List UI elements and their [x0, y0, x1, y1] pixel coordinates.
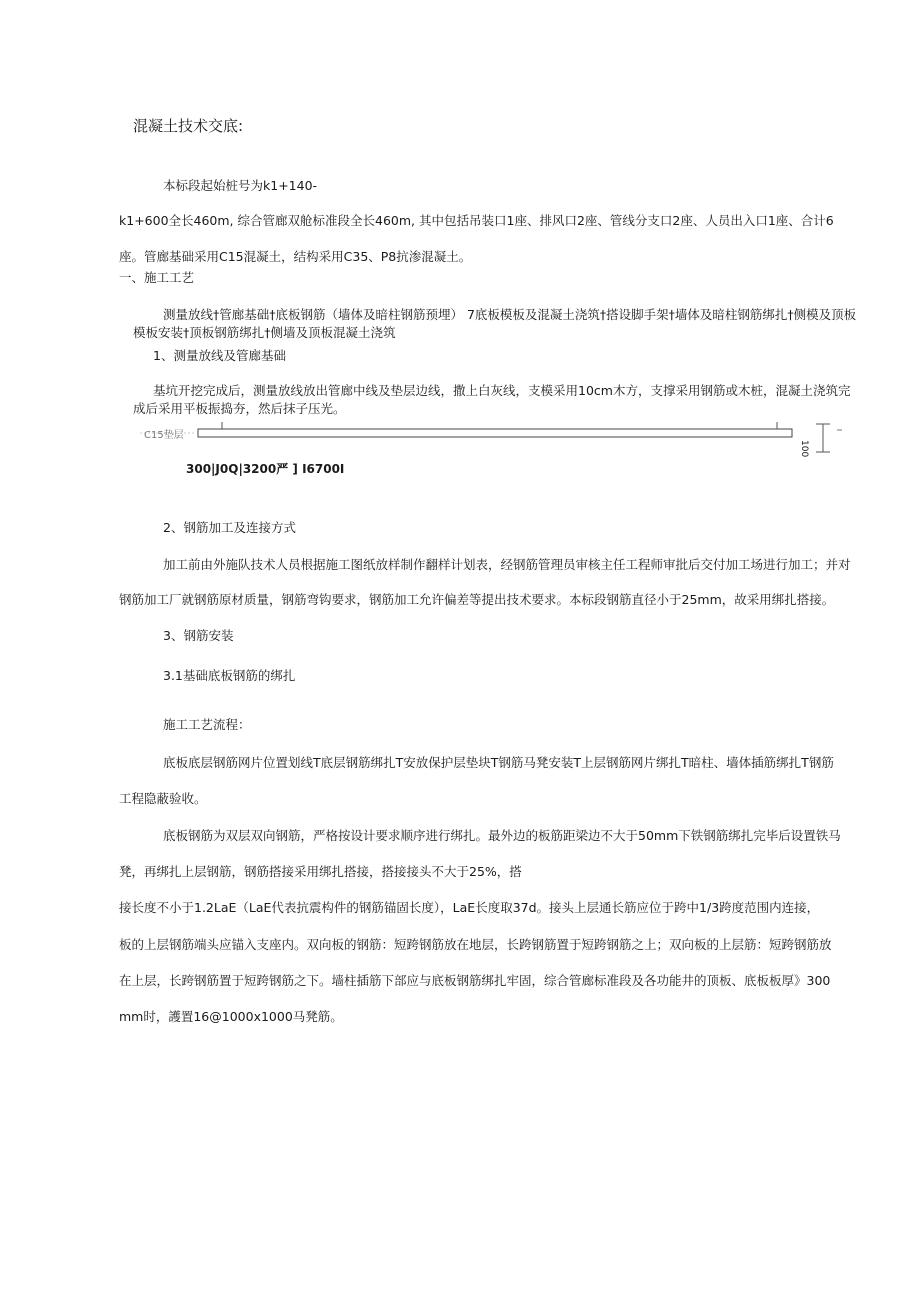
diagram-dimensions: 300|J0Q|3200严 ] I6700I	[186, 462, 345, 476]
flow-line-1: 底板底层钢筋网片位置划线T底层钢筋绑扎T安放保护层垫块T钢筋马凳安装T上层钢筋网片绑扎T暗柱、墙体插筋绑扎T钢筋	[163, 755, 834, 770]
intro-line-3: 座。管廊基础采用C15混凝土，结构采用C35、P8抗渗混凝土。	[119, 249, 472, 264]
para-line-1: 底板钢筋为双层双向钢筋，严格按设计要求顺序进行绑扎。最外边的板筋距梁边不大于50mm下铁钢筋绑扎完毕后设置铁马	[163, 828, 841, 843]
para-line-6: mm时，護置16@1000x1000马凳筋。	[119, 1009, 343, 1024]
para-line-2: 凳，再绑扎上层钢筋，钢筋搭接采用绑扎搭接，搭接接头不大于25%，搭	[119, 864, 522, 879]
flow-line-2: 工程隐蔽验收。	[119, 791, 207, 806]
subsection-heading-1: 1、测量放线及管廊基础	[153, 348, 286, 363]
para-line-3: 接长度不小于1.2LaE（LaE代表抗震构件的钢筋锚固长度），LaE长度取37d。接头上层通长筋应位于跨中1/3跨度范围内连接，	[119, 900, 820, 915]
subsection-heading-3-1: 3.1基础底板钢筋的绑扎	[163, 668, 296, 683]
flow-label: 施工工艺流程：	[163, 717, 251, 732]
para-line-4: 板的上层钢筋端头应锚入支座内。双向板的钢筋：短跨钢筋放在地层，长跨钢筋置于短跨钢筋之上；双向板的上层筋：短跨钢筋放	[119, 937, 832, 952]
process-line-1: 测量放线†管廊基础†底板钢筋（墙体及暗柱钢筋预埋） 7底板模板及混凝土浇筑†搭设脚手架†墙体及暗柱钢筋绑扎†侧模及顶板	[163, 307, 857, 322]
cushion-layer-bar	[198, 429, 792, 437]
para-line-5: 在上层，长跨钢筋置于短跨钢筋之下。墙柱插筋下部应与底板钢筋绑扎牢固，综合管廊标准段及各功能井的顶板、底板板厚》300	[119, 973, 831, 988]
foundation-diagram-svg	[140, 418, 860, 488]
foundation-diagram	[140, 418, 860, 488]
sub2-line-1: 加工前由外施队技术人员根据施工图纸放样制作翻样计划表，经钢筋管理员审核主任工程师审批后交付加工场进行加工；并对	[163, 557, 851, 572]
sub1-line-1: 基坑开挖完成后，测量放线放出管廊中线及垫层边线，撒上白灰线，支模采用10cm木方，支撑采用钢筋或木桩，混凝土浇筑完	[153, 383, 851, 398]
diagram-right-label: 100	[799, 440, 809, 458]
sub2-line-2: 钢筋加工厂就钢筋原材质量，钢筋弯钩要求，钢筋加工允许偏差等提出技术要求。本标段钢筋直径小于25mm，故采用绑扎搭接。	[119, 592, 835, 607]
subsection-heading-3: 3、钢筋安装	[163, 628, 234, 643]
subsection-heading-2: 2、钢筋加工及连接方式	[163, 520, 296, 535]
process-line-2: 模板安装†顶板钢筋绑扎†侧墙及顶板混凝土浇筑	[133, 325, 396, 340]
sub1-line-2: 成后采用平板振捣夯，然后抹子压光。	[133, 401, 346, 416]
diagram-left-label: C15垫层	[144, 430, 184, 441]
section-heading-process: 一、施工工艺	[119, 270, 195, 285]
intro-line-2: k1+600全长460m, 综合管廊双舱标准段全长460m, 其中包括吊装口1座、排风口2座、管线分支口2座、人员出入口1座、合计6	[119, 213, 834, 228]
intro-line-1: 本标段起始桩号为k1+140-	[163, 178, 318, 193]
document-title: 混凝土技术交底:	[133, 117, 244, 135]
